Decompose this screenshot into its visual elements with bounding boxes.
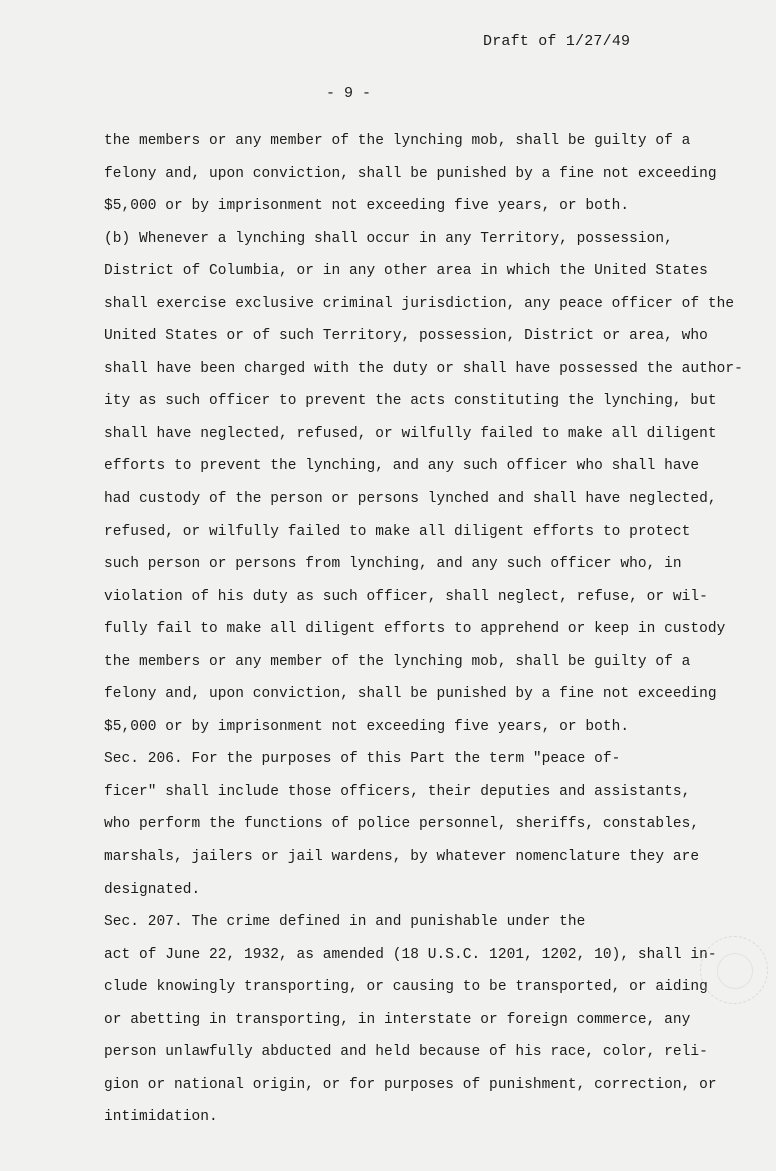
text-line: shall have neglected, refused, or wilfully failed to make all diligent — [104, 425, 717, 442]
stamp-inner-ring — [717, 953, 753, 989]
paragraph-b-start: (b) Whenever a lynching shall occur in any Territory, possession, — [104, 230, 673, 247]
text-line: $5,000 or by imprisonment not exceeding five years, or both. — [104, 198, 630, 215]
text-line: intimidation. — [104, 1109, 218, 1126]
text-line: the members or any member of the lynching mob, shall be guilty of a — [104, 653, 691, 670]
text-line: ity as such officer to prevent the acts constituting the lynching, but — [104, 393, 717, 410]
text-line: shall have been charged with the duty or shall have possessed the author- — [104, 360, 743, 377]
text-line: felony and, upon conviction, shall be punished by a fine not exceeding — [104, 686, 717, 703]
text-line: marshals, jailers or jail wardens, by whatever nomenclature they are — [104, 849, 700, 866]
text-line: ficer" shall include those officers, their deputies and assistants, — [104, 783, 691, 800]
text-line: felony and, upon conviction, shall be punished by a fine not exceeding — [104, 165, 717, 182]
text-line: refused, or wilfully failed to make all diligent efforts to protect — [104, 523, 691, 540]
text-line: person unlawfully abducted and held because of his race, color, reli- — [104, 1044, 708, 1061]
text-line: act of June 22, 1932, as amended (18 U.S.C. 1201, 1202, 10), shall in- — [104, 946, 717, 963]
archive-stamp — [700, 936, 768, 1004]
text-line: gion or national origin, or for purposes of punishment, correction, or — [104, 1076, 717, 1093]
text-line: or abetting in transporting, in interstate or foreign commerce, any — [104, 1011, 691, 1028]
text-line: such person or persons from lynching, and any such officer who, in — [104, 556, 682, 573]
text-line: clude knowingly transporting, or causing to be transported, or aiding — [104, 979, 708, 996]
text-line: the members or any member of the lynching mob, shall be guilty of a — [104, 133, 691, 149]
page-number: - 9 - — [326, 85, 372, 102]
section-206-start: Sec. 206. For the purposes of this Part the term "peace of- — [104, 751, 621, 768]
text-line: shall exercise exclusive criminal jurisdiction, any peace officer of the — [104, 295, 735, 312]
text-line: violation of his duty as such officer, shall neglect, refuse, or wil- — [104, 588, 708, 605]
draft-date-label: Draft of 1/27/49 — [483, 33, 631, 50]
section-207-start: Sec. 207. The crime defined in and punishable under the — [104, 914, 586, 931]
text-line: had custody of the person or persons lynched and shall have neglected, — [104, 491, 717, 508]
document-body — [104, 130, 743, 1139]
text-line: District of Columbia, or in any other area in which the United States — [104, 263, 708, 280]
text-line: fully fail to make all diligent efforts to apprehend or keep in custody — [104, 621, 726, 638]
text-line: designated. — [104, 881, 201, 898]
text-line: efforts to prevent the lynching, and any such officer who shall have — [104, 458, 700, 475]
text-line: $5,000 or by imprisonment not exceeding five years, or both. — [104, 718, 630, 735]
text-line: United States or of such Territory, possession, District or area, who — [104, 328, 708, 345]
text-line: who perform the functions of police personnel, sheriffs, constables, — [104, 816, 700, 833]
